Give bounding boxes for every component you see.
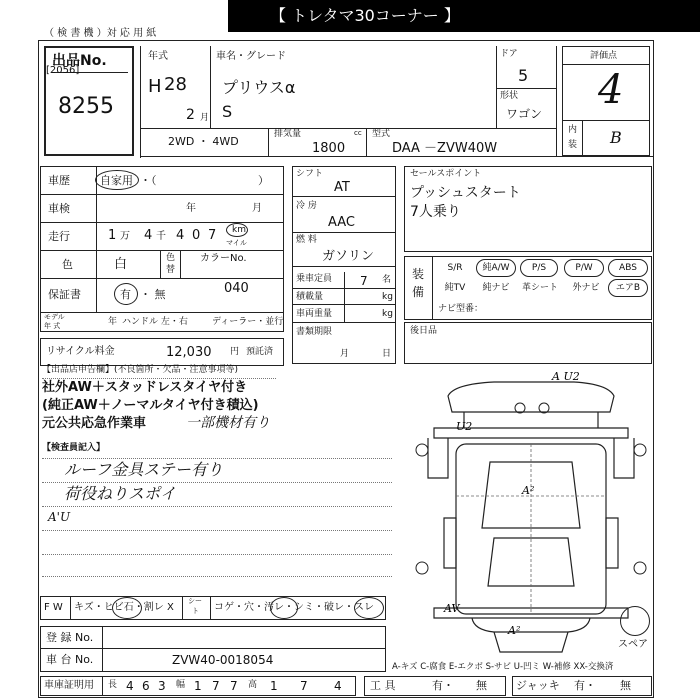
year-month: 2 xyxy=(186,107,195,123)
equip-aw: 純A/W xyxy=(476,259,516,277)
drive-type: 2WD ・ 4WD xyxy=(168,135,239,148)
defect-circle-1 xyxy=(112,597,142,619)
weight-label: 車両重量 xyxy=(296,309,333,319)
warranty-yes: 有 xyxy=(120,288,131,301)
equip-leather: 革シート xyxy=(521,283,558,293)
equipment-l1: 装 xyxy=(412,267,425,281)
shift-label: シフト xyxy=(296,169,324,179)
model-label: 車名・グレード xyxy=(216,51,286,62)
registration-label: 登 録 No. xyxy=(46,631,94,644)
inspector-line1: ルーフ金具ステー有り xyxy=(64,460,223,479)
doc-deadline-day: 日 xyxy=(382,349,392,359)
cert-d2: 6 xyxy=(142,679,150,693)
fuel-value: ガソリン xyxy=(322,249,375,264)
model-year-dealer: ディーラー・並行 xyxy=(212,317,284,327)
exhibitor-note-line1: 社外AW＋スタッドレスタイヤ付き xyxy=(42,380,248,395)
chassis-label: 車 台 No. xyxy=(46,653,94,666)
displacement-unit: cc xyxy=(354,129,362,137)
mileage-d4: 0 xyxy=(192,228,201,243)
defect-seat2: ト xyxy=(192,607,199,615)
doc-deadline-month: 月 xyxy=(340,349,350,359)
body-label: 形状 xyxy=(500,91,519,101)
lot-stamp: [2056] xyxy=(46,65,80,76)
equip-pw: P/W xyxy=(564,259,604,277)
color-code-label: カラーNo. xyxy=(200,253,247,264)
top-note: （ 検 書 機 ）対 応 用 紙 xyxy=(44,28,157,39)
defect-seat1: シー xyxy=(188,597,202,605)
equipment-l2: 備 xyxy=(412,285,425,299)
exhibitor-note-line3: 元公共応急作業車 xyxy=(42,416,147,431)
inspector-label: 【検査員記入】 xyxy=(42,443,106,453)
mileage-mile: マイル xyxy=(226,239,247,247)
doc-deadline-label: 書類期限 xyxy=(296,327,333,337)
cert-l3: 高 xyxy=(248,680,258,690)
model-year-year: 年 xyxy=(108,317,118,327)
defect-items: キズ・ヒビ石・割レ X xyxy=(74,602,174,613)
cert-d9: 4 xyxy=(334,679,342,693)
mark-u2: U2 xyxy=(456,420,473,433)
inspector-line3: A'U xyxy=(48,510,71,524)
inspector-line2: 荷役ねりスポイ xyxy=(64,484,177,503)
warranty-no: ・ 無 xyxy=(140,288,166,301)
fuel-label: 燃 料 xyxy=(296,235,317,245)
exhibitor-note-hand: 一部機材有り xyxy=(186,415,270,431)
capacity-unit: 名 xyxy=(382,275,392,285)
color-change1: 色 xyxy=(166,253,176,263)
equip-airbag: エアB xyxy=(608,279,648,297)
mark-av: AV xyxy=(444,602,460,615)
score-value: 4 xyxy=(598,67,624,113)
year-era: H xyxy=(148,76,162,97)
equip-tv: 純TV xyxy=(444,283,466,293)
cert-d8: 7 xyxy=(300,679,308,693)
inspection-month: 月 xyxy=(252,203,262,214)
mileage-d5: 7 xyxy=(208,228,217,243)
equipment-navi: ナビ型番： xyxy=(438,304,484,314)
year-label: 年式 xyxy=(148,51,168,62)
mileage-sen-unit: 千 xyxy=(156,231,166,242)
mileage-km-circle xyxy=(226,223,248,237)
mark-au2: A U2 xyxy=(552,370,580,383)
mileage-d3: 4 xyxy=(176,228,185,243)
recycle-note: 預託済 xyxy=(246,347,274,357)
mileage-km: km xyxy=(232,225,246,235)
color-code: 040 xyxy=(224,281,249,296)
legend: A-キズ C-腐食 E-エクボ S-サビ U-凹ミ W-補修 XX-交換済 xyxy=(392,662,614,672)
displacement-value: 1800 xyxy=(312,141,346,156)
spare-circle xyxy=(620,606,650,636)
model-name: プリウスα xyxy=(222,78,296,97)
detail-table xyxy=(40,166,284,332)
equip-ps: P/S xyxy=(520,259,558,277)
displacement-label: 排気量 xyxy=(274,129,302,139)
type-value: DAA －ZVW40W xyxy=(392,141,498,156)
cert-d4: 1 xyxy=(194,679,202,693)
warranty-label: 保証書 xyxy=(48,288,81,301)
color-value: 白 xyxy=(114,257,128,272)
doors-label: ドア xyxy=(500,49,518,59)
equip-sr: S/R xyxy=(447,263,463,273)
jack-label: ジャッキ xyxy=(516,679,560,692)
recycle-value: 12,030 xyxy=(166,345,212,360)
jack-yes: 有・ xyxy=(574,679,596,692)
model-grade: S xyxy=(222,102,233,121)
tools-label: 工 具 xyxy=(370,679,396,692)
sales-point-line1: プッシュスタート xyxy=(410,185,521,201)
mileage-label: 走行 xyxy=(48,230,70,243)
interior-value: B xyxy=(610,128,622,147)
mark-a2: A² xyxy=(522,484,535,497)
body-value: ワゴン xyxy=(506,107,543,121)
model-year-handle: ハンドル 左・右 xyxy=(122,317,188,327)
banner-title: 【 トレタマ30コーナー 】 xyxy=(270,6,460,25)
shift-value: AT xyxy=(334,180,350,195)
model-year-l2: 年 式 xyxy=(44,322,61,330)
tools-no: 無 xyxy=(476,679,487,692)
history-option: 自家用 xyxy=(100,174,133,187)
delivery-box xyxy=(404,322,652,364)
weight-unit: kg xyxy=(382,309,393,319)
interior-label1: 内 xyxy=(568,125,578,135)
cert-d7: 1 xyxy=(270,679,278,693)
jack-no: 無 xyxy=(620,679,631,692)
capacity-label: 乗車定員 xyxy=(296,274,333,284)
year-value: 28 xyxy=(164,74,187,95)
chassis-value: ZVW40-0018054 xyxy=(172,653,274,667)
cert-label: 車庫証明用 xyxy=(44,680,94,691)
lot-label: 出品No. xyxy=(52,53,107,69)
load-unit: kg xyxy=(382,292,393,302)
cert-l2: 幅 xyxy=(176,680,186,690)
defect-fw: F W xyxy=(44,602,63,613)
ac-label: 冷 房 xyxy=(296,201,317,211)
history-option-circle xyxy=(95,170,139,190)
mark-a2b: A² xyxy=(508,624,521,637)
exhibitor-note-label: 【出品店申告欄】(不良箇所・欠品・注意事項等) xyxy=(42,365,239,375)
capacity-value: 7 xyxy=(360,274,368,288)
ac-value: AAC xyxy=(328,215,355,230)
lot-number: 8255 xyxy=(58,94,114,119)
recycle-label: リサイクル料金 xyxy=(46,346,115,357)
year-month-unit: 月 xyxy=(200,113,210,123)
cert-d6: 7 xyxy=(230,679,238,693)
doors-value: 5 xyxy=(518,66,529,85)
history-close: ） xyxy=(258,174,269,187)
defect-circle-3 xyxy=(354,597,384,619)
tools-yes: 有・ xyxy=(432,679,454,692)
cert-l1: 長 xyxy=(108,680,118,690)
color-label: 色 xyxy=(62,258,73,271)
defect-rest: コゲ・穴・汚レ・シミ・破レ・スレ xyxy=(214,602,374,613)
equip-ext-navi: 外ナビ xyxy=(572,283,600,293)
exhibitor-note-line2: (純正AW＋ノーマルタイヤ付き積込) xyxy=(42,398,259,413)
inspection-label: 車検 xyxy=(48,202,70,215)
history-label: 車歴 xyxy=(48,174,70,187)
car-diagram xyxy=(404,368,654,668)
delivery-label: 後日品 xyxy=(410,326,438,336)
inspection-year: 年 xyxy=(186,203,196,214)
type-label: 型式 xyxy=(372,129,391,139)
sales-point-line2: 7人乗り xyxy=(410,204,461,220)
score-label: 評価点 xyxy=(590,51,618,61)
recycle-unit: 円 xyxy=(230,347,240,357)
mileage-man: 1 xyxy=(108,228,117,243)
sales-point-label: セールスポイント xyxy=(410,169,482,179)
mileage-man-unit: 万 xyxy=(120,231,130,242)
warranty-yes-circle xyxy=(114,283,138,305)
equip-navi: 純ナビ xyxy=(482,283,510,293)
history-rest: ・（ xyxy=(140,174,157,187)
model-year-l1: モデル xyxy=(44,313,65,321)
equip-abs: ABS xyxy=(608,259,648,277)
mileage-sen: 4 xyxy=(144,228,153,243)
color-change2: 替 xyxy=(166,265,176,275)
defect-circle-2 xyxy=(270,597,298,619)
cert-d5: 7 xyxy=(212,679,220,693)
interior-label2: 装 xyxy=(568,140,578,150)
load-label: 積載量 xyxy=(296,292,324,302)
cert-d3: 3 xyxy=(158,679,166,693)
cert-d1: 4 xyxy=(126,679,134,693)
spare-label: スペア xyxy=(618,639,648,650)
